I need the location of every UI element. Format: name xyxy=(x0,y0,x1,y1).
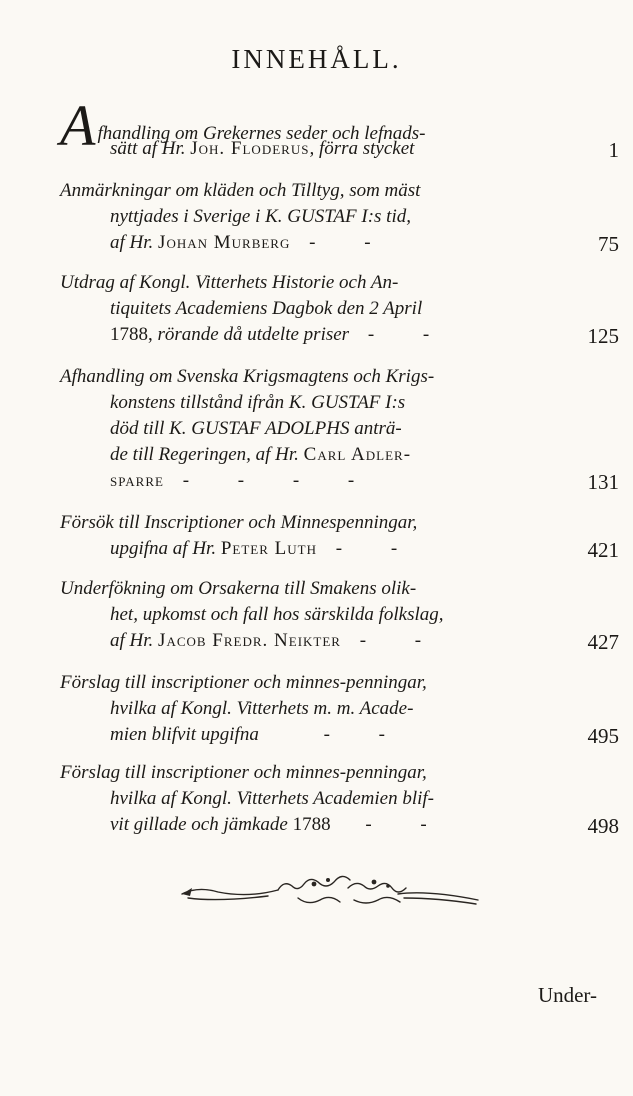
ornament-icon xyxy=(178,868,484,916)
entry-line: het, upkomst och fall hos särskilda folkslag, xyxy=(110,604,444,625)
leader-dashes: - - xyxy=(309,232,393,253)
entry-line: Förslag till inscriptioner och minnes-penningar, xyxy=(60,672,427,693)
entry-line: Afhandling om Svenska Krigsmagtens och Krigs- xyxy=(60,366,435,387)
page-number: 125 xyxy=(587,324,619,348)
page-number: 498 xyxy=(587,814,619,838)
entry-line: , förra stycket xyxy=(309,138,415,159)
page-number: 1 xyxy=(608,138,619,162)
toc-entry xyxy=(60,93,619,164)
author-name: Peter Luth xyxy=(220,538,317,559)
entry-line: Anmärkningar om kläden och Tilltyg, som mäst xyxy=(60,180,421,201)
entry-line: Utdrag af Kongl. Vitterhets Historie och An- xyxy=(60,272,399,293)
entry-line: Underfökning om Orsakerna till Smakens olik- xyxy=(60,578,417,599)
toc-entry xyxy=(60,366,619,496)
leader-dashes: - - xyxy=(323,724,407,745)
author-name: Johan Murberg xyxy=(158,232,291,253)
entry-line: fhandling om Grekernes seder och lefnads- xyxy=(97,123,426,144)
toc-entry xyxy=(60,672,619,750)
leader-dashes: - - xyxy=(359,630,444,651)
drop-cap: A xyxy=(60,93,96,158)
toc-entry xyxy=(60,512,619,564)
entry-line: konstens tillstånd ifrån K. GUSTAF I:s xyxy=(110,392,406,413)
entry-line: af Hr. xyxy=(110,232,154,253)
catchword: Under- xyxy=(537,983,597,1007)
toc-entry xyxy=(60,762,619,840)
toc-entry xyxy=(60,578,619,656)
leader-dashes: - - xyxy=(365,814,449,835)
toc-entry xyxy=(60,180,619,258)
entry-line: nyttjades i Sverige i K. GUSTAF I:s tid, xyxy=(110,206,411,227)
year: 1788 xyxy=(292,814,331,835)
entry-line: hvilka af Kongl. Vitterhets Academien blif- xyxy=(110,788,435,809)
entry-line: Förslag till inscriptioner och minnes-penningar, xyxy=(60,762,427,783)
leader-dashes: - - xyxy=(367,324,452,345)
entry-line: hvilka af Kongl. Vitterhets m. m. Acade- xyxy=(110,698,414,719)
author-name: sparre xyxy=(110,470,164,491)
entry-line: sätt af Hr. xyxy=(110,138,186,159)
entry-line: tiquitets Academiens Dagbok den 2 April xyxy=(110,298,423,319)
page-number: 427 xyxy=(587,630,619,654)
entry-line: Försök till Inscriptioner och Minnespenningar, xyxy=(60,512,418,533)
entry-line: mien blifvit upgifna xyxy=(110,724,259,745)
leader-dashes: - - xyxy=(335,538,420,559)
author-name: Jacob Fredr. Neikter xyxy=(158,630,341,651)
entry-line: de till Regeringen, af Hr. xyxy=(110,444,299,465)
entry-line: rörande då utdelte priser xyxy=(157,324,350,345)
page-number: 495 xyxy=(587,724,619,748)
page-number: 131 xyxy=(587,470,619,494)
page-title: INNEHÅLL. xyxy=(231,44,402,74)
leader-dashes: - - - - xyxy=(182,470,377,491)
entry-line: vit gillade och jämkade xyxy=(110,814,288,835)
page-number: 421 xyxy=(587,538,619,562)
entry-line: af Hr. xyxy=(110,630,154,651)
page-number: 75 xyxy=(598,232,619,256)
entry-line: upgifna af Hr. xyxy=(110,538,217,559)
author-name: Joh. Floderus xyxy=(190,138,310,159)
toc-entry xyxy=(60,272,619,350)
entry-line: död till K. GUSTAF ADOLPHS anträ- xyxy=(110,418,402,439)
year: 1788, xyxy=(110,324,153,345)
author-name: Carl Adler- xyxy=(303,444,412,465)
